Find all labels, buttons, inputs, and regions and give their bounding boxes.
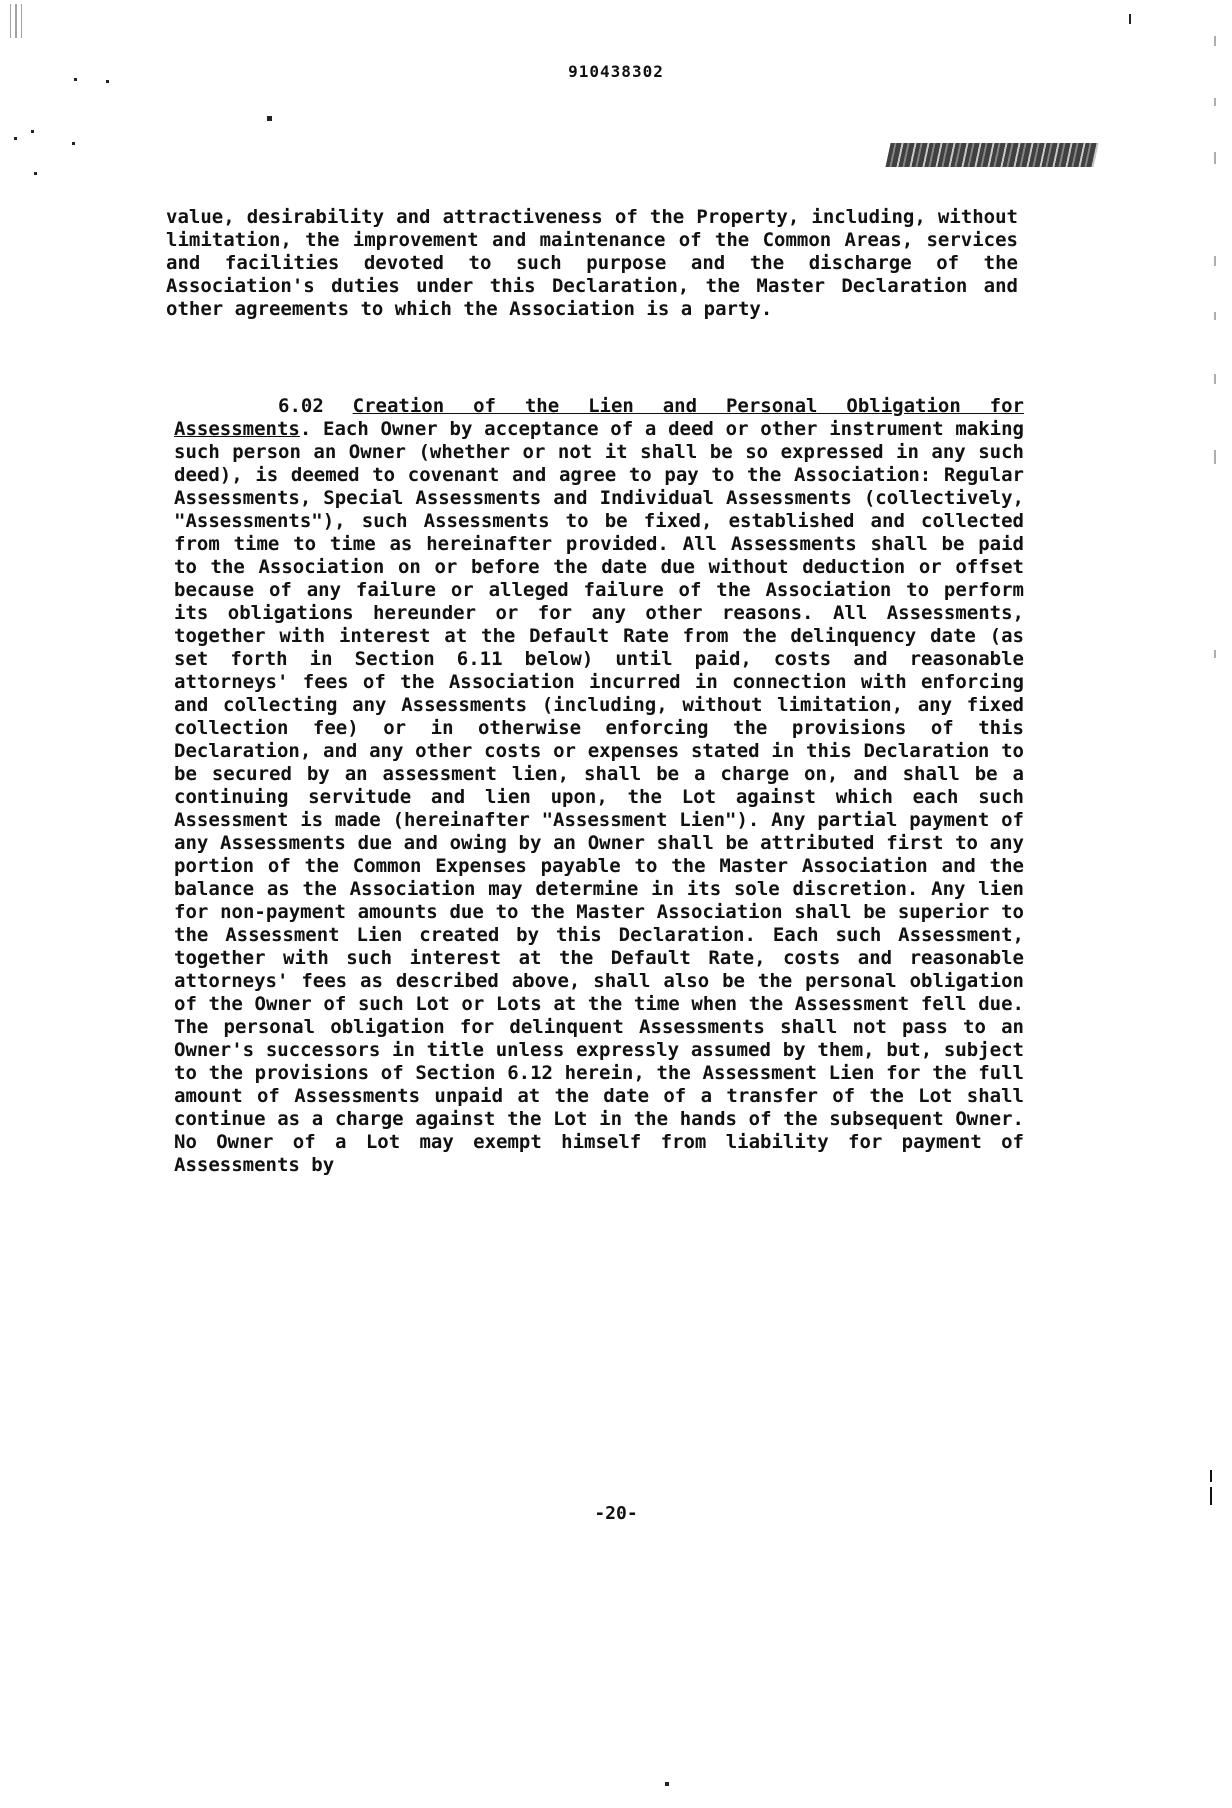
document-number: 910438302 [568,62,664,81]
scan-dot [267,116,272,121]
scan-dot [31,130,34,133]
page-number: -20- [594,1503,638,1524]
section-body: . Each Owner by acceptance of a deed or other instrument making such person an Owner (whether or not it shall be so expressed in any such deed), is deemed to covenant and agree to pay to the Association: Regular Assessments, Special Assessments and Individual Assessments (collectively, "Assessments"), such Assessments to be fixed, established and collected from time to time as hereinafter provided. All Assessments shall be paid to the Association on or before the date due without deduction or offset because of any failure or alleged failure of the Association to perform its obligations hereunder or for any other reasons. All Assessments, together with interest at the Default Rate from the delinquency date (as set forth in Section 6.11 below) until paid, costs and reasonable attorneys' fees of the Association incurred in connection with enforcing and collecting any Assessments (including, without limitation, any fixed collection fee) or in otherwise enforcing the provisions of this Declaration, and any other costs or expenses stated in this Declaration to be secured by an assessment lien, shall be a charge on, and shall be a continuing servitude and lien upon, the Lot against which each such Assessment is made (hereinafter "Assessment Lien"). Any partial payment of any Assessments due and owing by an Owner shall be attributed first to any portion of the Common Expenses payable to the Master Association and the balance as the Association may determine in its sole discretion. Any lien for non-payment amounts due to the Master Association shall be superior to the Assessment Lien created by this Declaration. Each such Assessment, together with such interest at the Default Rate, costs and reasonable attorneys' fees as described above, shall also be the personal obligation of the Owner of such Lot or Lots at the time when the Assessment fell due. The personal obligation for delinquent Assessments shall not pass to an Owner's successors in title unless expressly assumed by them, but, subject to the provisions of Section 6.12 herein, the Assessment Lien for the full amount of Assessments unpaid at the date of a transfer of the Lot shall continue as a charge against the Lot in the hands of the subsequent Owner. No Owner of a Lot may exempt himself from liability for payment of Assessments by [174,418,1024,1176]
right-edge-scan-marks [1210,30,1220,670]
bottom-scan-dot [665,1782,669,1786]
section-heading: Creation of the Lien and Personal Obligation for Assessments [174,395,1024,440]
scan-dot [1129,14,1131,24]
redaction-stamp [885,143,1098,167]
section-number: 6.02 [278,395,324,417]
scan-dot [34,172,37,175]
scan-noise-top-left [6,4,80,38]
scan-dot [14,137,17,140]
intro-paragraph: value, desirability and attractiveness of the Property, including, without limitation, the improvement and maintenance of the Common Areas, services and facilities devoted to such purpose and the discharge of the Association's duties under this Declaration, the Master Declaration and other agreements to which the Association is a party. [166,206,1018,320]
scan-dot [72,142,75,145]
section-6-02-paragraph [174,395,1024,1177]
